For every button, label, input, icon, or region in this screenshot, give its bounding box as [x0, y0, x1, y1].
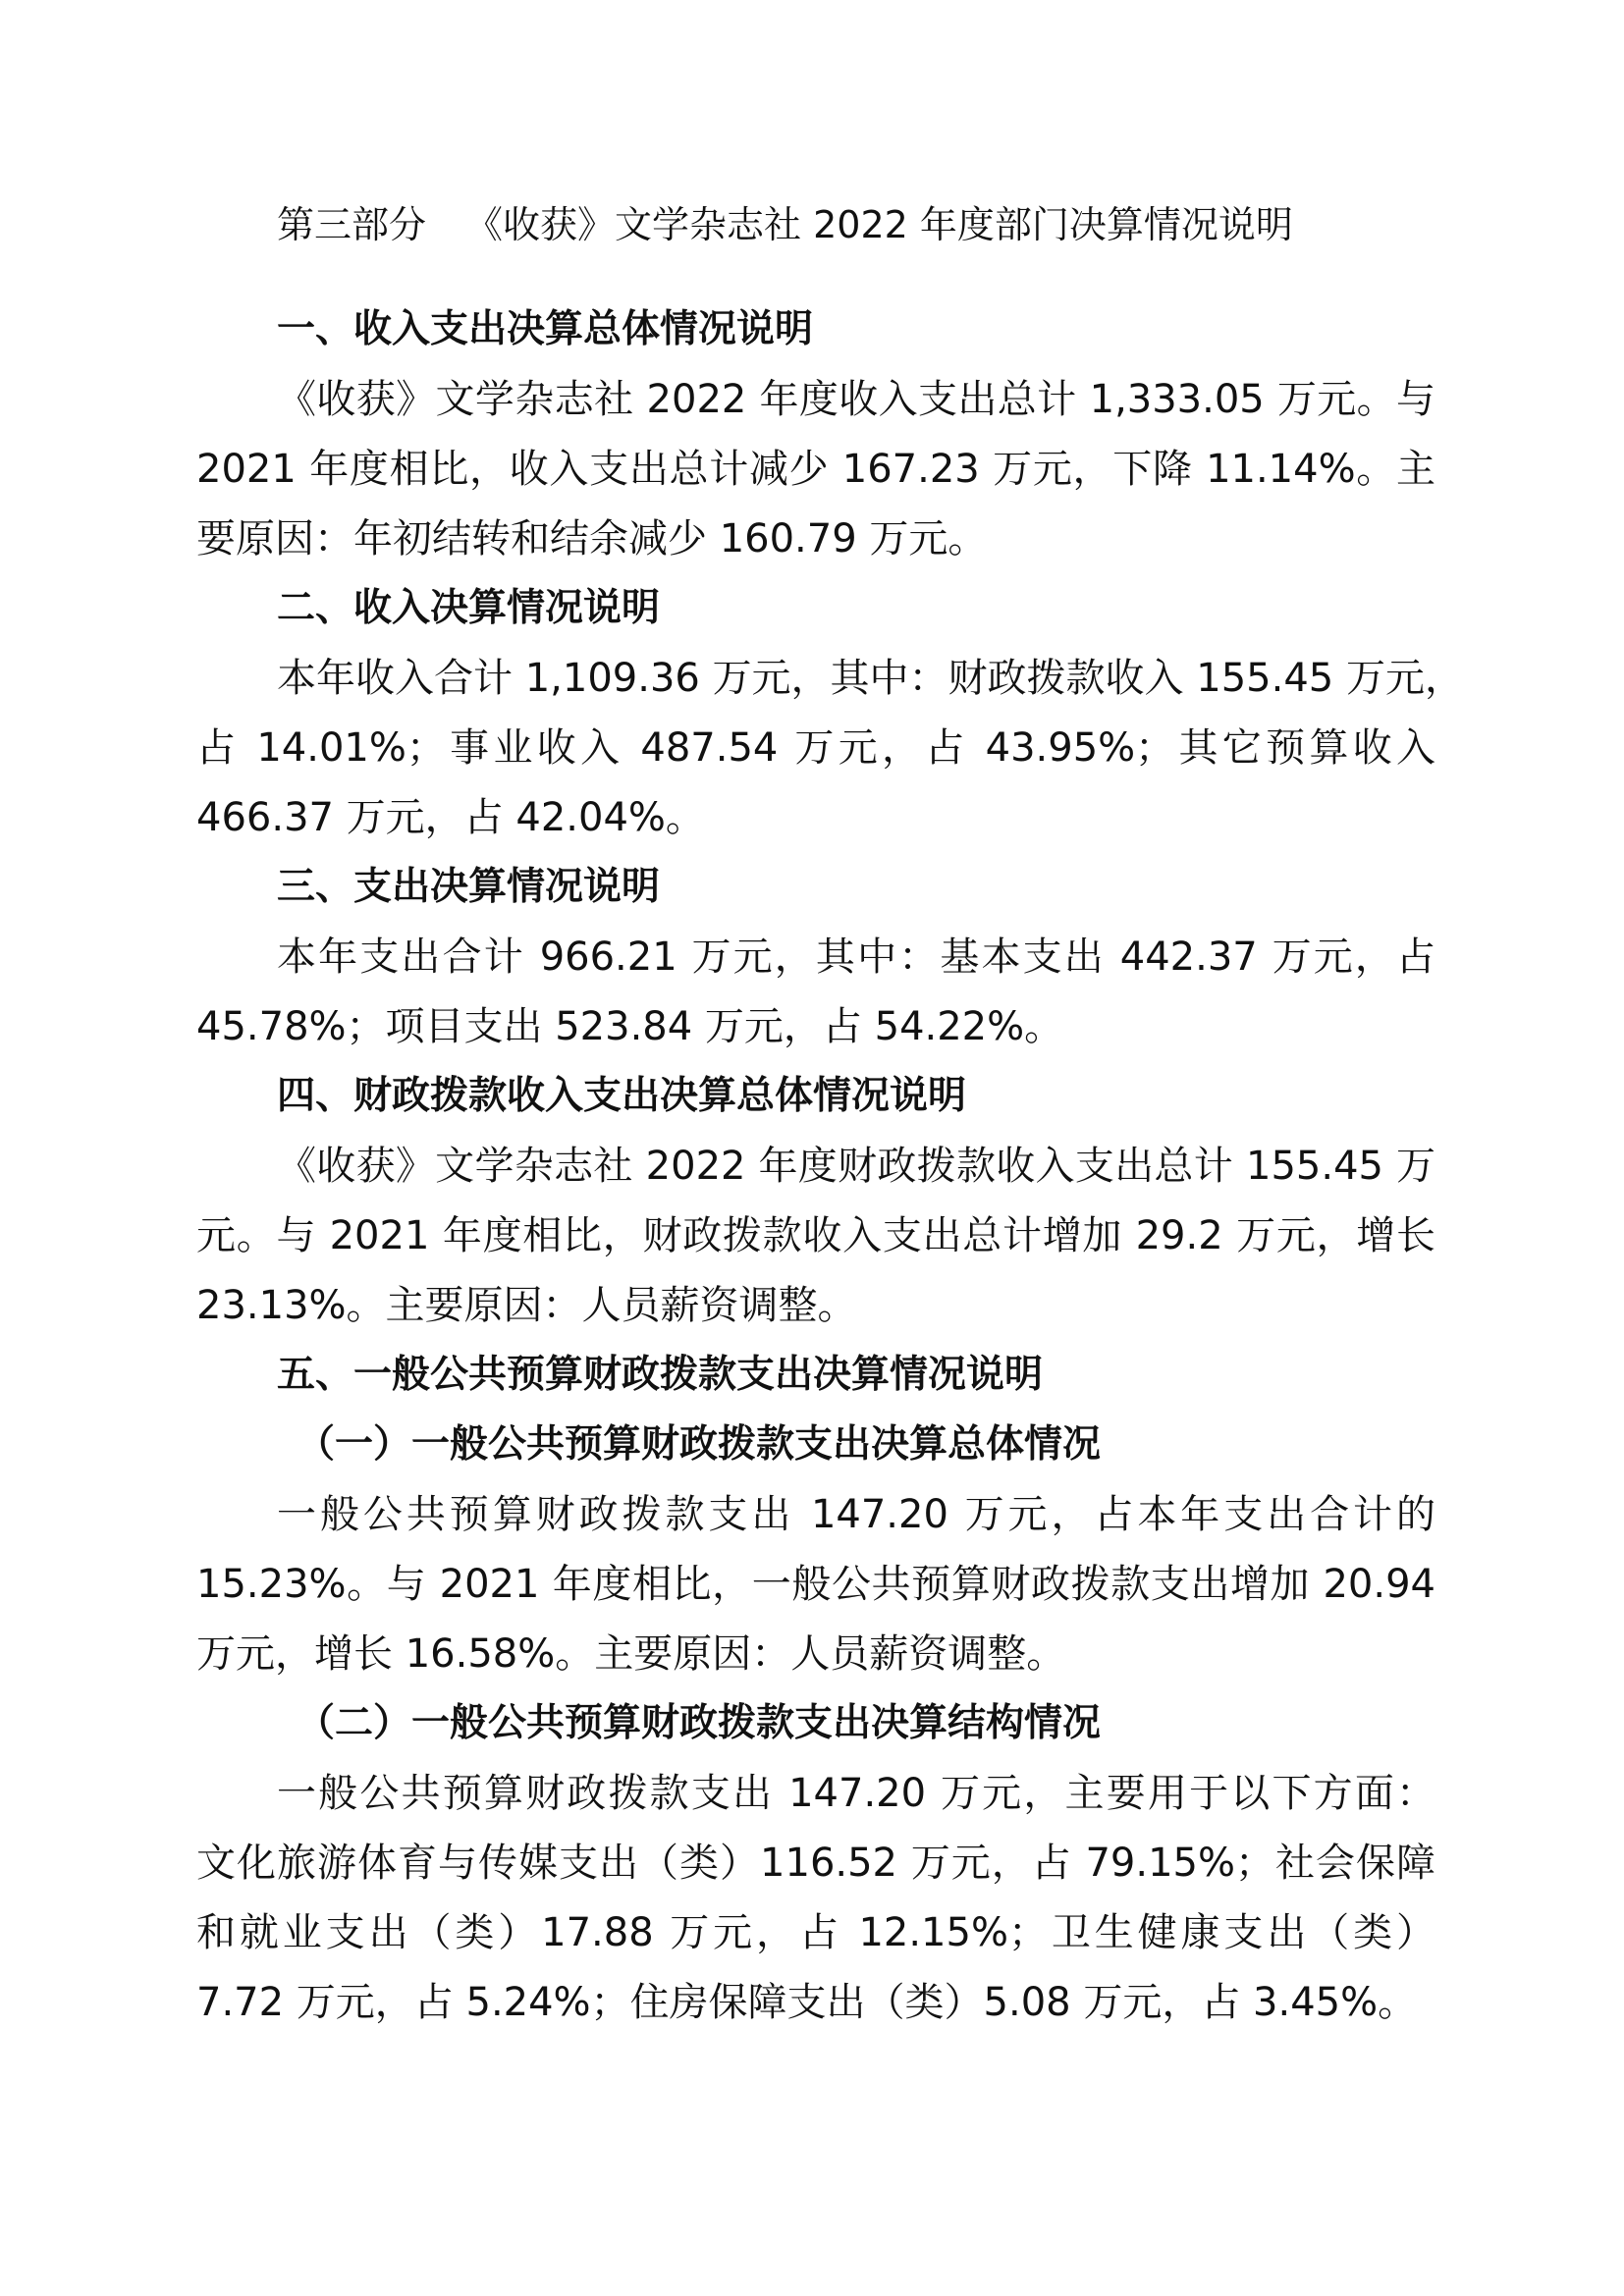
paragraph-line: 2021 年度相比，收入支出总计减少 167.23 万元，下降 11.14%。主	[196, 447, 1435, 492]
paragraph-line: 一般公共预算财政拨款支出 147.20 万元，占本年支出合计的	[277, 1492, 1435, 1537]
title-part: 第三部分	[277, 203, 427, 246]
paragraph-line: 《收获》文学杂志社 2022 年度收入支出总计 1,333.05 万元。与	[277, 377, 1435, 422]
document-title	[277, 201, 1293, 248]
paragraph-line: 占 14.01%；事业收入 487.54 万元，占 43.95%；其它预算收入	[196, 725, 1435, 771]
paragraph-line: 7.72 万元，占 5.24%；住房保障支出（类）5.08 万元，占 3.45%。	[196, 1980, 1418, 2025]
paragraph-line: 466.37 万元，占 42.04%。	[196, 795, 705, 840]
paragraph-line: 文化旅游体育与传媒支出（类）116.52 万元，占 79.15%；社会保障	[196, 1841, 1435, 1886]
paragraph-line: 一般公共预算财政拨款支出 147.20 万元，主要用于以下方面：	[277, 1771, 1435, 1816]
paragraph-line: 15.23%。与 2021 年度相比，一般公共预算财政拨款支出增加 20.94	[196, 1562, 1435, 1607]
section-heading: 一、收入支出决算总体情况说明	[277, 307, 814, 351]
paragraph-line: 万元，增长 16.58%。主要原因：人员薪资调整。	[196, 1631, 1066, 1677]
paragraph-line: 元。与 2021 年度相比，财政拨款收入支出总计增加 29.2 万元，增长	[196, 1213, 1435, 1258]
paragraph-line: 23.13%。主要原因：人员薪资调整。	[196, 1283, 857, 1328]
paragraph-line: 本年收入合计 1,109.36 万元，其中：财政拨款收入 155.45 万元，	[277, 656, 1464, 701]
subsection-heading: （一）一般公共预算财政拨款支出决算总体情况	[297, 1422, 1102, 1467]
paragraph-line: 45.78%；项目支出 523.84 万元，占 54.22%。	[196, 1004, 1064, 1049]
paragraph-line: 《收获》文学杂志社 2022 年度财政拨款收入支出总计 155.45 万	[277, 1144, 1435, 1189]
paragraph-line: 本年支出合计 966.21 万元，其中：基本支出 442.37 万元，占	[277, 934, 1435, 980]
title-main: 《收获》文学杂志社 2022 年度部门决算情况说明	[465, 203, 1293, 246]
section-heading: 四、财政拨款收入支出决算总体情况说明	[277, 1074, 967, 1118]
paragraph-line: 要原因：年初结转和结余减少 160.79 万元。	[196, 516, 988, 561]
subsection-heading: （二）一般公共预算财政拨款支出决算结构情况	[297, 1701, 1102, 1745]
paragraph-line: 和就业支出（类）17.88 万元，占 12.15%；卫生健康支出（类）	[196, 1910, 1435, 1955]
section-heading: 五、一般公共预算财政拨款支出决算情况说明	[277, 1353, 1044, 1397]
section-heading: 三、支出决算情况说明	[277, 865, 661, 909]
section-heading: 二、收入决算情况说明	[277, 586, 661, 630]
